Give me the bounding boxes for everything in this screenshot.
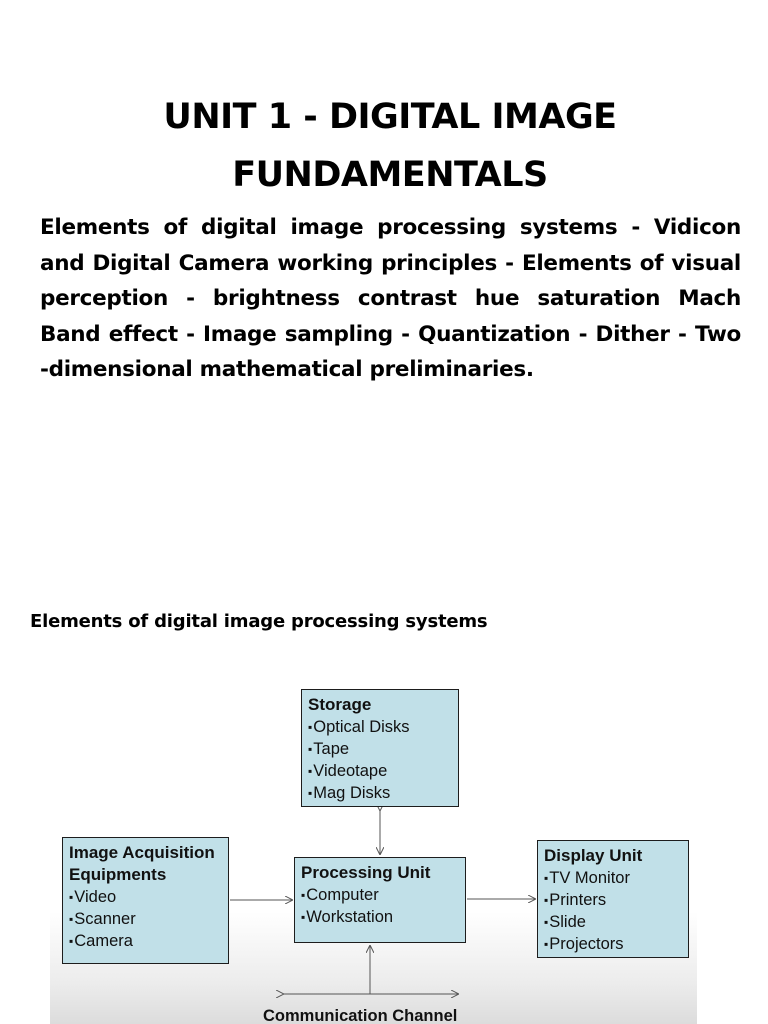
display-title: Display Unit: [544, 846, 643, 865]
acquisition-title-line1: Image Acquisition: [69, 843, 215, 862]
acquisition-item: ▪ Video: [69, 886, 222, 908]
communication-channel-label: Communication Channel: [263, 1007, 458, 1024]
display-item: ▪ TV Monitor: [544, 867, 682, 889]
acquisition-item: ▪ Scanner: [69, 908, 222, 930]
acquisition-box: [62, 837, 229, 964]
processing-box: [294, 857, 466, 943]
section-title: Elements of digital image processing systems: [30, 611, 488, 632]
slide-title-line2: FUNDAMENTALS: [232, 155, 548, 195]
display-item: ▪ Printers: [544, 889, 682, 911]
acquisition-title-line2: Equipments: [69, 865, 167, 884]
slide-title-line1: UNIT 1 - DIGITAL IMAGE: [163, 97, 617, 137]
slide-title: [40, 88, 740, 204]
processing-title: Processing Unit: [301, 863, 431, 882]
storage-title: Storage: [308, 695, 372, 714]
storage-item: ▪ Mag Disks: [308, 782, 452, 804]
display-item: ▪ Slide: [544, 911, 682, 933]
storage-box: [301, 689, 459, 807]
processing-item: ▪ Workstation: [301, 906, 459, 928]
acquisition-item: ▪ Camera: [69, 930, 222, 952]
processing-item: ▪ Computer: [301, 884, 459, 906]
storage-item: ▪ Optical Disks: [308, 716, 452, 738]
storage-item: ▪ Tape: [308, 738, 452, 760]
slide-body-text: Elements of digital image processing systems - Vidicon and Digital Camera working principles - Elements of visual perception - brightness contrast hue saturation Mach Band effect - Image sampling - Quantization - Dither - Two -dimensional mathematical preliminaries.: [40, 215, 741, 382]
display-box: [537, 840, 689, 958]
storage-item: ▪ Videotape: [308, 760, 452, 782]
display-item: ▪ Projectors: [544, 933, 682, 955]
